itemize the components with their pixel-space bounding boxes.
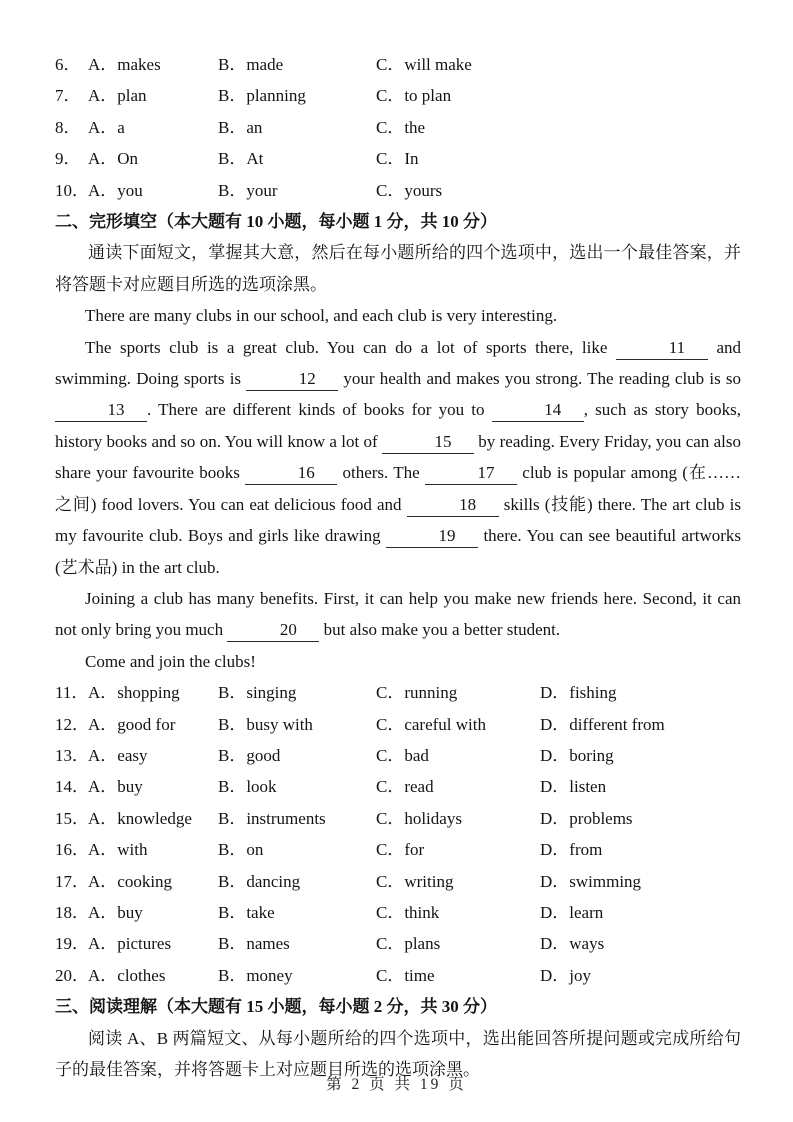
option-C: C．the — [376, 117, 426, 137]
option-B: B．singing — [218, 683, 297, 703]
option-A: A．On — [88, 149, 139, 169]
question-row — [55, 740, 741, 771]
question-row — [55, 175, 741, 206]
option-C: C．running — [376, 683, 458, 703]
section3-instruction: 阅读 A、B 两篇短文、从每小题所给的四个选项中，选出能回答所提问题或完成所给句子的最佳答案，并将答题卡上对应题目所选的选项涂黑。 — [55, 1028, 741, 1079]
option-A: A．you — [88, 180, 143, 200]
cloze-blank-16: 16 — [245, 463, 337, 485]
option-C: C．time — [376, 965, 435, 985]
page-content — [55, 49, 741, 1085]
option-A: A．buy — [88, 777, 143, 797]
option-D: D．fishing — [540, 683, 617, 703]
question-number: 17． — [55, 871, 89, 891]
question-row — [55, 803, 741, 834]
option-D: D．joy — [540, 965, 591, 985]
cloze-blank-11: 11 — [616, 338, 708, 360]
option-B: B．money — [218, 965, 293, 985]
question-number: 20． — [55, 965, 89, 985]
question-number: 18． — [55, 902, 89, 922]
option-C: C．In — [376, 149, 419, 169]
option-A: A．with — [88, 840, 148, 860]
cloze-blank-14: 14 — [492, 400, 584, 422]
cloze-passage — [55, 300, 741, 677]
section2-title: 二、完形填空（本大题有 10 小题，每小题 1 分，共 10 分） — [55, 212, 497, 232]
passage-paragraph: There are many clubs in our school, and each club is very interesting. — [85, 306, 558, 326]
question-row — [55, 80, 741, 111]
cloze-blank-15: 15 — [382, 432, 474, 454]
question-row — [55, 897, 741, 928]
question-row — [55, 771, 741, 802]
option-C: C．plans — [376, 934, 441, 954]
option-B: B．look — [218, 777, 277, 797]
question-row — [55, 143, 741, 174]
question-number: 12． — [55, 714, 89, 734]
question-row — [55, 709, 741, 740]
option-A: A．pictures — [88, 934, 172, 954]
option-D: D．listen — [540, 777, 607, 797]
option-B: B．good — [218, 745, 281, 765]
option-C: C．will make — [376, 55, 472, 74]
option-B: B．dancing — [218, 871, 301, 891]
question-number: 16． — [55, 840, 89, 860]
option-A: A．plan — [88, 86, 147, 106]
passage-paragraph: The sports club is a great club. You can do a lot of sports there, like 11 and swimming. Doing sports is 12 your health and makes you strong. The reading club is so 13 . There are different kinds of books for you to 14 , such as story books, history books and so on. You will know a lot of 15 by reading. Every Friday, you can also share your favourite books 16 others. The 17 club is popular among (在……之间) food lovers. You can eat delicious food and 18 skills (技能) there. The art club is my favourite club. Boys and girls like drawing 19 there. You can see beautiful artworks (艺术品) in the art club. — [55, 337, 741, 577]
question-number: 7． — [55, 86, 81, 106]
question-number: 19． — [55, 934, 89, 954]
option-D: D．ways — [540, 934, 605, 954]
question-number: 8． — [55, 117, 81, 137]
option-C: C．for — [376, 840, 425, 860]
question-number: 15． — [55, 808, 89, 828]
option-C: C．writing — [376, 871, 454, 891]
option-B: B．an — [218, 117, 263, 137]
question-number: 13． — [55, 745, 89, 765]
option-C: C．holidays — [376, 808, 462, 828]
option-C: C．to plan — [376, 86, 452, 106]
option-A: A．clothes — [88, 965, 166, 985]
question-number: 6． — [55, 55, 81, 74]
option-D: D．problems — [540, 808, 633, 828]
question-number: 9． — [55, 149, 81, 169]
option-A: A．good for — [88, 714, 176, 734]
question-row — [55, 677, 741, 708]
passage-paragraph: Joining a club has many benefits. First, it can help you make new friends here. Second, it can not only bring you much 20 but also make you a better student. — [55, 583, 741, 646]
option-A: A．cooking — [88, 871, 173, 891]
option-D: D．from — [540, 840, 603, 860]
cloze-blank-12: 12 — [246, 369, 338, 391]
option-C: C．read — [376, 777, 434, 797]
page-number-footer: 第 2 页 共 19 页 — [326, 1076, 467, 1093]
question-row — [55, 834, 741, 865]
option-C: C．careful with — [376, 714, 486, 734]
option-C: C．bad — [376, 745, 429, 765]
question-row — [55, 960, 741, 991]
question-number: 11． — [55, 683, 89, 703]
option-A: A．a — [88, 117, 125, 137]
option-B: B．At — [218, 149, 264, 169]
cloze-blank-20: 20 — [227, 620, 319, 642]
option-B: B．on — [218, 840, 264, 860]
cloze-blank-19: 19 — [386, 526, 478, 548]
cloze-blank-17: 17 — [425, 463, 517, 485]
option-C: C．think — [376, 902, 440, 922]
question-number: 10． — [55, 180, 89, 200]
option-A: A．shopping — [88, 683, 180, 703]
option-B: B．made — [218, 55, 284, 74]
option-B: B．busy with — [218, 714, 313, 734]
option-A: A．buy — [88, 902, 143, 922]
option-D: D．boring — [540, 745, 614, 765]
option-B: B．names — [218, 934, 290, 954]
option-D: D．swimming — [540, 871, 642, 891]
option-A: A．makes — [88, 55, 161, 74]
questions-6-10 — [55, 49, 741, 206]
question-row — [55, 112, 741, 143]
question-row — [55, 49, 741, 80]
option-D: D．learn — [540, 902, 604, 922]
option-C: C．yours — [376, 180, 443, 200]
cloze-blank-13: 13 — [55, 400, 147, 422]
option-B: B．planning — [218, 86, 306, 106]
option-A: A．easy — [88, 745, 148, 765]
section2-instruction: 通读下面短文，掌握其大意，然后在每小题所给的四个选项中，选出一个最佳答案，并将答题卡对应题目所选的选项涂黑。 — [55, 243, 741, 294]
questions-11-20 — [55, 677, 741, 991]
option-D: D．different from — [540, 714, 665, 734]
section3-title: 三、阅读理解（本大题有 15 小题，每小题 2 分，共 30 分） — [55, 997, 497, 1017]
question-number: 14． — [55, 777, 89, 797]
option-B: B．your — [218, 180, 278, 200]
cloze-blank-18: 18 — [407, 495, 499, 517]
option-B: B．take — [218, 902, 275, 922]
option-B: B．instruments — [218, 808, 326, 828]
question-row — [55, 928, 741, 959]
option-A: A．knowledge — [88, 808, 192, 828]
question-row — [55, 866, 741, 897]
passage-paragraph: Come and join the clubs! — [85, 651, 256, 671]
